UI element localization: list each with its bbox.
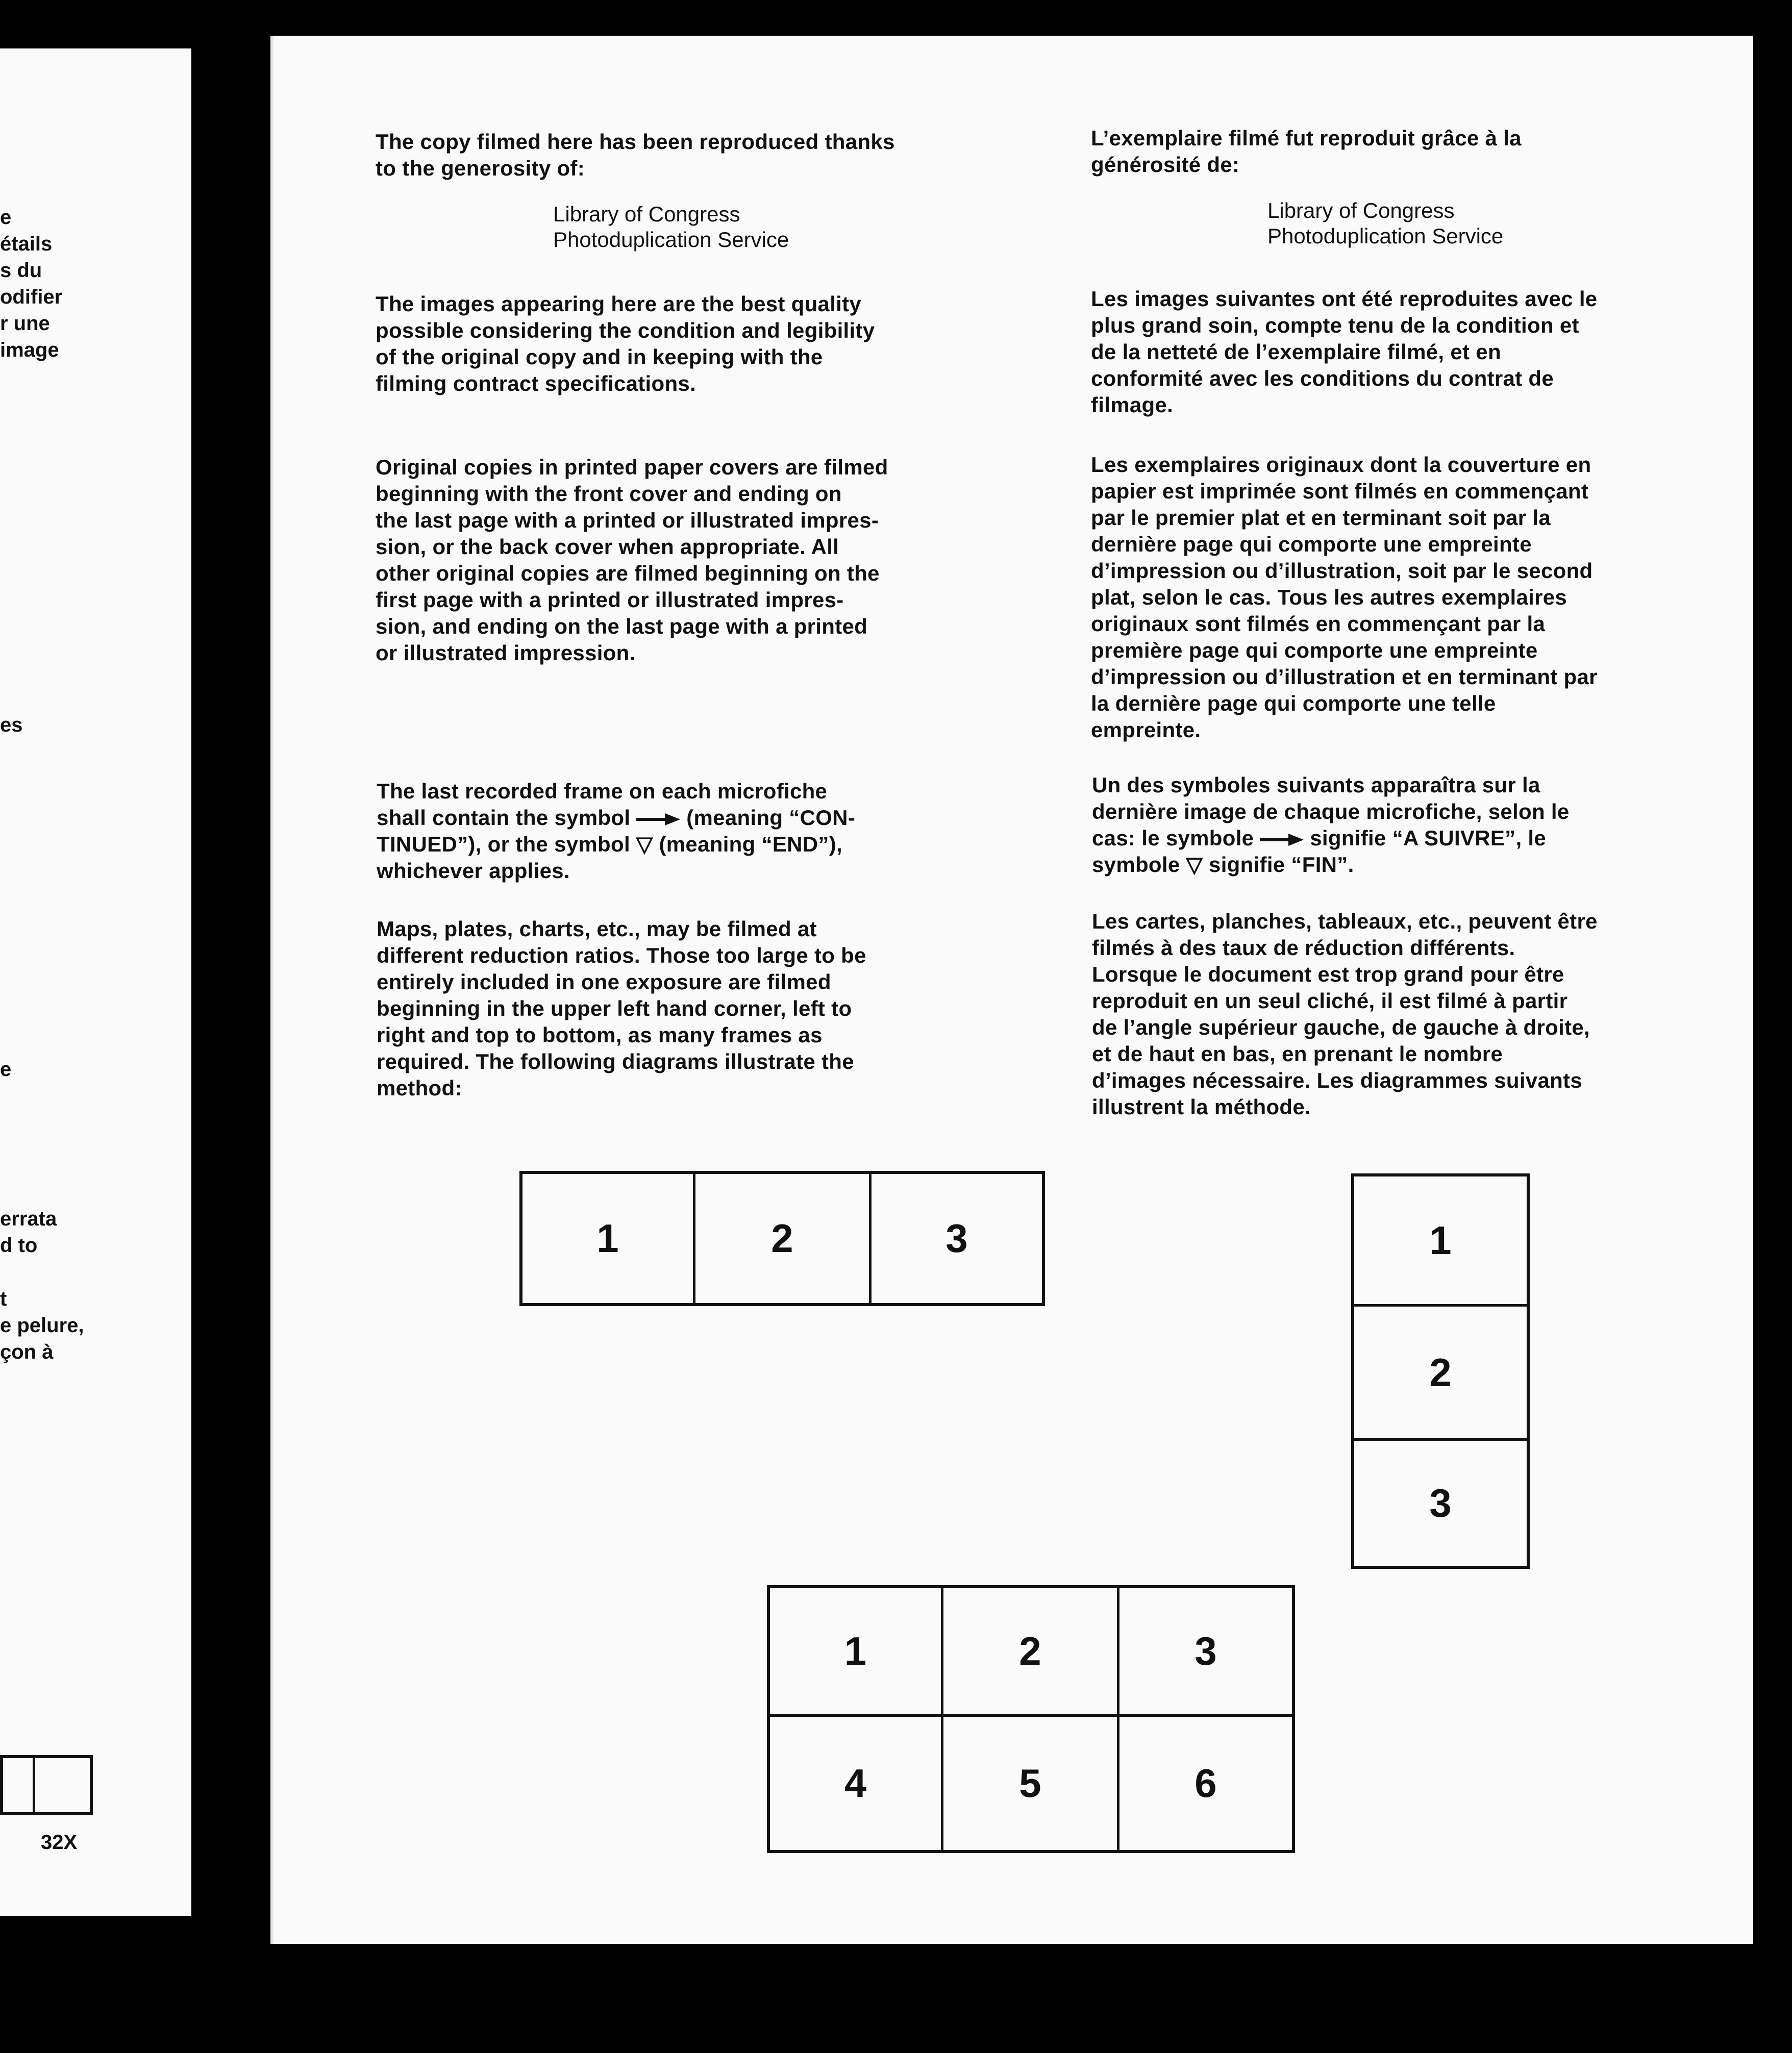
filming-notice-page bbox=[270, 36, 1753, 1944]
cropped-text-fragment: e bbox=[0, 1058, 12, 1081]
diagram-horizontal-row bbox=[519, 1171, 1045, 1306]
diagram-grid-2x3 bbox=[767, 1585, 1295, 1853]
english-symbols-paragraph: The last recorded frame on each microfiche shall contain the symbol (meaning “CON- TINUED”), or the symbol ▽ (meaning “END”), whichever applies. bbox=[377, 779, 856, 883]
cropped-text-fragment: es bbox=[0, 714, 23, 736]
english-intro: The copy filmed here has been reproduced thanks to the generosity of: bbox=[376, 130, 895, 180]
frame-number: 2 bbox=[771, 1216, 793, 1261]
cropped-text-fragment: étails bbox=[0, 233, 53, 255]
cropped-text-fragment: odifier bbox=[0, 286, 63, 308]
cropped-text-fragment: s du bbox=[0, 259, 42, 282]
english-quality-paragraph: The images appearing here are the best quality possible considering the condition and legibility of the original copy and in keeping with the filming contract specifications. bbox=[376, 292, 875, 395]
cropped-text-fragment: image bbox=[0, 339, 59, 361]
end-triangle-icon: ▽ bbox=[636, 832, 653, 856]
english-covers-paragraph: Original copies in printed paper covers are filmed beginning with the front cover and ending on the last page with a printed or illustrated impres- sion, or the back cover when appropriate. All other original copies are filmed beginning on the first page with a printed or illustrated impres- sion, and ending on the last page with a printed or illustrated impression. bbox=[376, 455, 888, 665]
cropped-text-fragment: çon à bbox=[0, 1341, 54, 1363]
frame-number: 2 bbox=[1019, 1629, 1041, 1673]
cropped-text-fragment: r une bbox=[0, 312, 50, 335]
frame-number: 3 bbox=[1194, 1629, 1217, 1673]
frame-number: 2 bbox=[1429, 1349, 1452, 1395]
cropped-text-fragment: e bbox=[0, 206, 12, 229]
french-library-credit: Library of Congress Photoduplication Service bbox=[1267, 198, 1504, 248]
frame-number: 3 bbox=[1429, 1481, 1452, 1525]
frame-number: 1 bbox=[596, 1216, 619, 1261]
english-maps-paragraph: Maps, plates, charts, etc., may be filmed at different reduction ratios. Those too large to be entirely included in one exposure are filmed beginning in the upper left hand corner, left to right and top to bottom, as many frames as required. The following diagrams illustrate the method: bbox=[377, 917, 866, 1100]
french-symbols-paragraph: Un des symboles suivants apparaîtra sur la dernière image de chaque microfiche, selon le cas: le symbole signifie “A SUIVRE”, le symbole ▽ signifie “FIN”. bbox=[1092, 772, 1570, 878]
reduction-scale-box bbox=[0, 1755, 93, 1815]
cropped-text-fragment: 32X bbox=[41, 1831, 78, 1854]
frame-number: 1 bbox=[1429, 1217, 1452, 1263]
cropped-text-fragment: errata bbox=[0, 1208, 57, 1230]
french-intro: L’exemplaire filmé fut reproduit grâce à la générosité de: bbox=[1091, 126, 1522, 177]
frame-number: 3 bbox=[945, 1216, 968, 1261]
end-triangle-icon: ▽ bbox=[1186, 853, 1203, 877]
english-library-credit: Library of Congress Photoduplication Service bbox=[553, 202, 789, 252]
cropped-text-fragment: t bbox=[0, 1288, 7, 1310]
frame-number: 1 bbox=[844, 1629, 867, 1673]
french-quality-paragraph: Les images suivantes ont été reproduites avec le plus grand soin, compte tenu de la condition et de la netteté de l’exemplaire filmé, et en conformité avec les conditions du contrat de filmage. bbox=[1091, 287, 1598, 417]
diagram-vertical-column bbox=[1351, 1173, 1530, 1569]
frame-number: 4 bbox=[844, 1761, 867, 1806]
left-page-fragment bbox=[0, 48, 191, 1916]
cropped-text-fragment: e pelure, bbox=[0, 1314, 84, 1337]
cropped-text-fragment: d to bbox=[0, 1234, 38, 1257]
frame-number: 5 bbox=[1019, 1761, 1041, 1806]
frame-number: 6 bbox=[1194, 1761, 1217, 1806]
french-covers-paragraph: Les exemplaires originaux dont la couverture en papier est imprimée sont filmés en commençant par le premier plat et en terminant soit par la dernière page qui comporte une empreinte d’impression ou d’illustration, soit par le second plat, selon le cas. Tous les autres exemplaires originaux sont filmés en commençant par la première page qui comporte une empreinte d’impression ou d’illustration et en terminant par la dernière page qui comporte une telle empreinte. bbox=[1091, 453, 1598, 742]
continued-arrow-icon bbox=[636, 813, 680, 825]
continued-arrow-icon bbox=[1260, 834, 1304, 846]
french-maps-paragraph: Les cartes, planches, tableaux, etc., peuvent être filmés à des taux de réduction différents. Lorsque le document est trop grand pour être reproduit en un seul cliché, il est filmé à partir de l’angle supérieur gauche, de gauche à droite, et de haut en bas, en prenant le nombre d’images nécessaire. Les diagrammes suivants illustrent la méthode. bbox=[1092, 909, 1598, 1119]
